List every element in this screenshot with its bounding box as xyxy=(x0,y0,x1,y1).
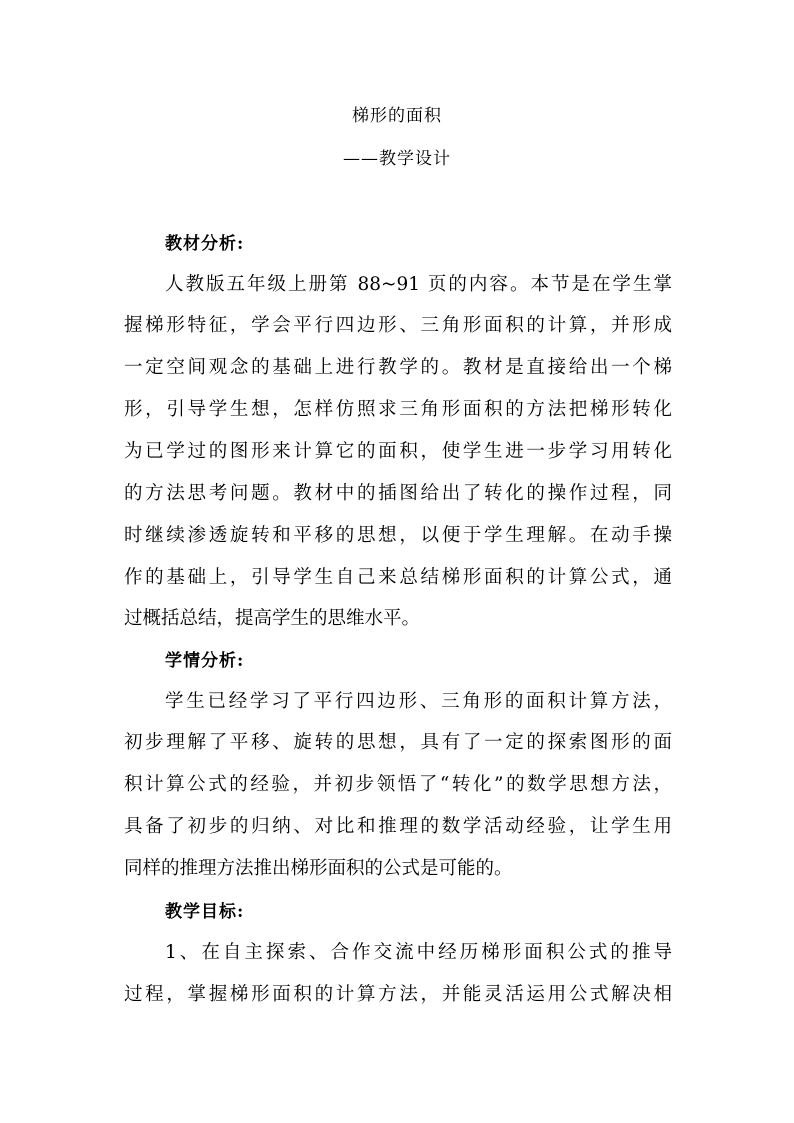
paragraph-line: 作的基础上，引导学生自己来总结梯形面积的计算公式，通 xyxy=(124,567,672,588)
paragraph-line: 人教版五年级上册第 88~91 页的内容。本节是在学生掌 xyxy=(165,274,672,295)
paragraph-line: 握梯形特征，学会平行四边形、三角形面积的计算，并形成 xyxy=(124,315,672,336)
paragraph-line: 初步理解了平移、旋转的思想，具有了一定的探索图形的面 xyxy=(124,732,672,753)
paragraph-line: 为已学过的图形来计算它的面积，使学生进一步学习用转化 xyxy=(124,441,672,462)
section-heading-textbook-analysis: 教材分析: xyxy=(165,234,245,254)
paragraph-line: 时继续渗透旋转和平移的思想，以便于学生理解。在动手操 xyxy=(124,525,672,546)
paragraph-line: 的方法思考问题。教材中的插图给出了转化的操作过程，同 xyxy=(124,483,672,504)
paragraph-line: 具备了初步的归纳、对比和推理的数学活动经验，让学生用 xyxy=(124,816,672,837)
paragraph-line: 积计算公式的经验，并初步领悟了“转化”的数学思想方法， xyxy=(124,774,672,795)
paragraph-line: 学生已经学习了平行四边形、三角形的面积计算方法， xyxy=(165,691,672,712)
paragraph-line: 过程，掌握梯形面积的计算方法，并能灵活运用公式解决相 xyxy=(124,984,672,1005)
paragraph-line: 过概括总结，提高学生的思维水平。 xyxy=(124,608,421,629)
paragraph-line: 同样的推理方法推出梯形面积的公式是可能的。 xyxy=(124,858,513,879)
section-heading-teaching-goals: 教学目标: xyxy=(165,902,245,922)
paragraph-line: 一定空间观念的基础上进行教学的。教材是直接给出一个梯 xyxy=(124,357,672,378)
document-title: 梯形的面积 xyxy=(352,106,442,126)
section-heading-student-analysis: 学情分析: xyxy=(165,651,245,671)
paragraph-line: 形，引导学生想，怎样仿照求三角形面积的方法把梯形转化 xyxy=(124,399,672,420)
paragraph-line: 1、在自主探索、合作交流中经历梯形面积公式的推导 xyxy=(165,942,672,963)
document-subtitle: ——教学设计 xyxy=(343,149,451,169)
